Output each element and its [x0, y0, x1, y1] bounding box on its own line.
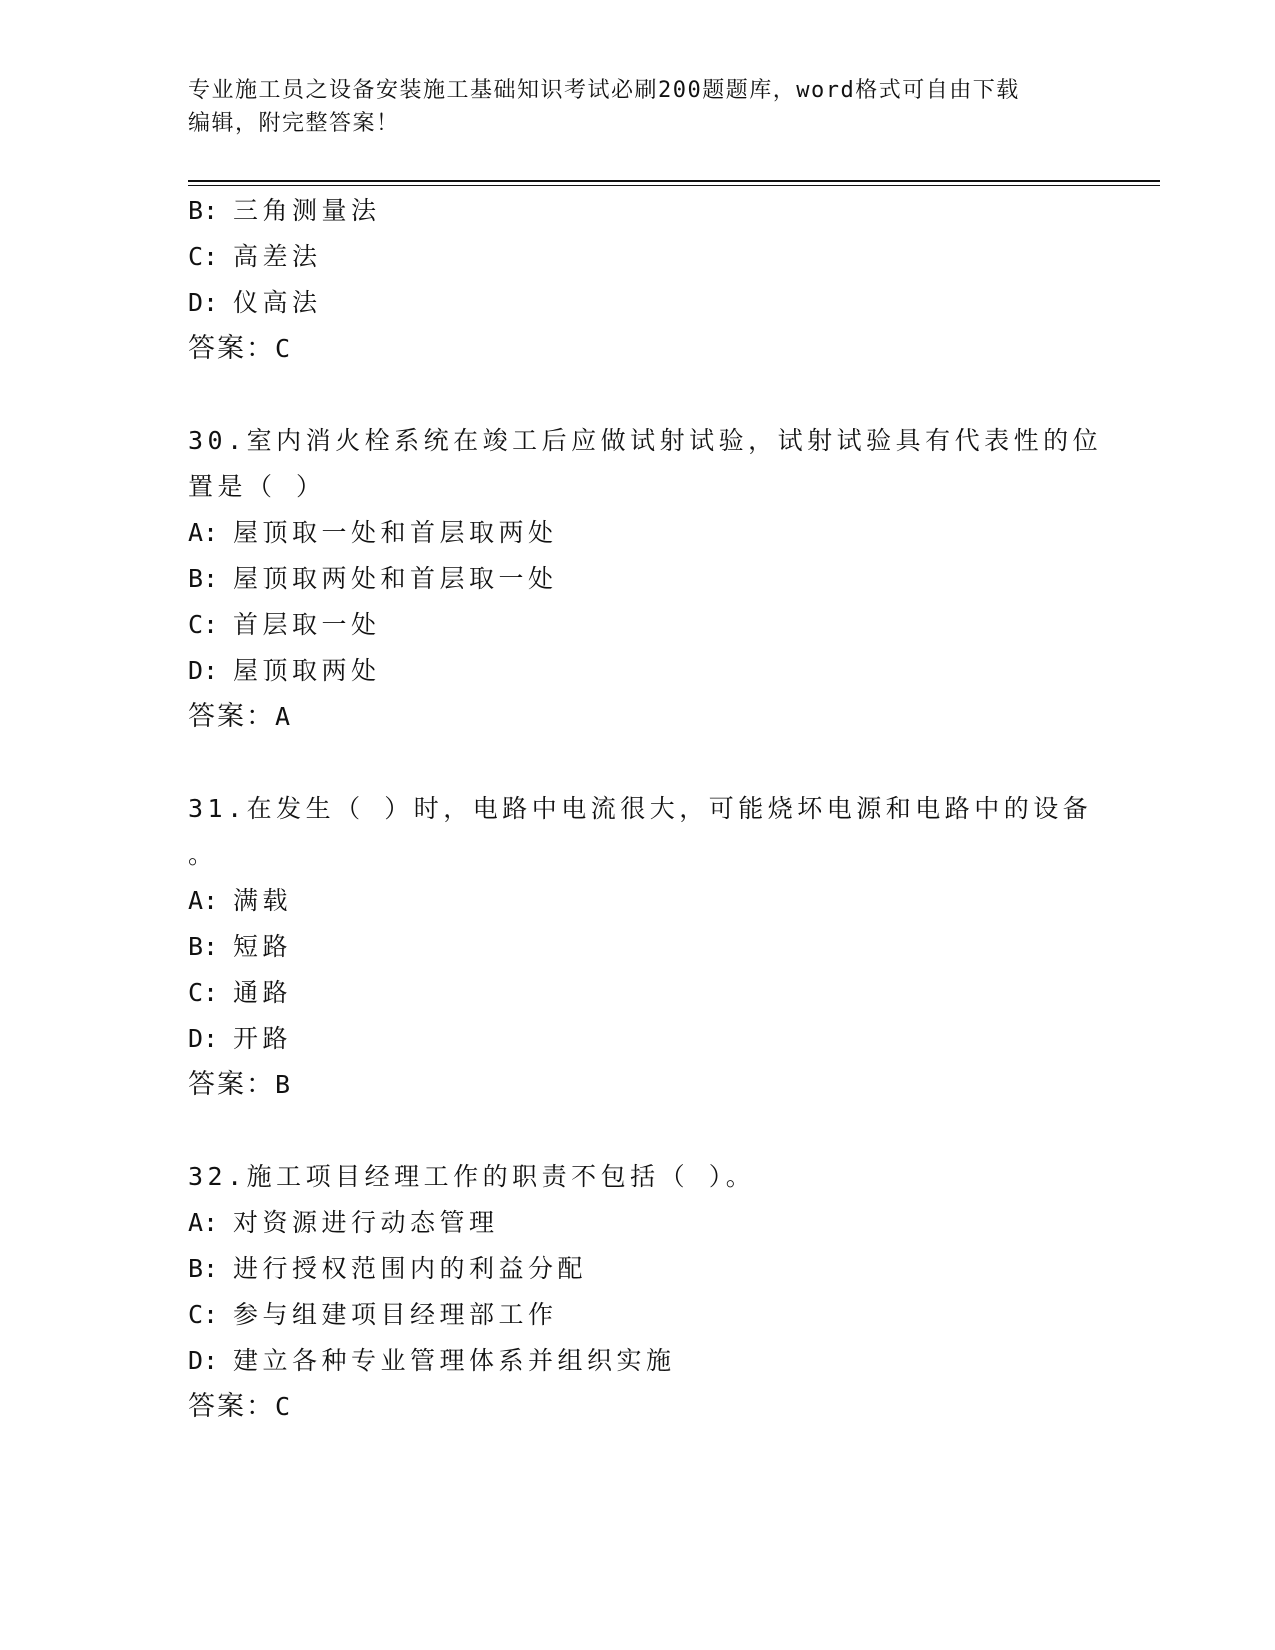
option-key: C:	[188, 242, 219, 271]
option-text: 满载	[233, 886, 293, 915]
option-text: 进行授权范围内的利益分配	[233, 1254, 588, 1283]
question-stem-line-1: 30.室内消火栓系统在竣工后应做试射试验，试射试验具有代表性的位	[188, 426, 1103, 455]
option-c	[188, 234, 1088, 280]
option-a	[188, 510, 1088, 556]
option-d	[188, 1338, 1088, 1384]
question-block-30	[188, 418, 1103, 740]
answer-value: B	[275, 1070, 293, 1099]
answer-line	[188, 1384, 1088, 1430]
option-key: A:	[188, 886, 219, 915]
option-key: D:	[188, 1346, 219, 1375]
option-b	[188, 924, 1088, 970]
header-title-line-1: 专业施工员之设备安装施工基础知识考试必刷200题题库，word格式可自由下载	[188, 78, 1020, 103]
option-text: 对资源进行动态管理	[233, 1208, 499, 1237]
spacer	[188, 1108, 1088, 1154]
option-text: 三角测量法	[233, 196, 381, 225]
answer-value: C	[275, 1392, 293, 1421]
option-text: 仪高法	[233, 288, 322, 317]
option-key: B:	[188, 564, 219, 593]
option-c	[188, 602, 1088, 648]
answer-line	[188, 694, 1088, 740]
option-c	[188, 970, 1088, 1016]
answer-value: A	[275, 702, 293, 731]
answer-label: 答案：	[188, 1391, 275, 1422]
option-c	[188, 1292, 1088, 1338]
option-b	[188, 188, 1088, 234]
option-text: 短路	[233, 932, 293, 961]
option-key: D:	[188, 1024, 219, 1053]
option-text: 高差法	[233, 242, 322, 271]
option-key: C:	[188, 1300, 219, 1329]
option-text: 建立各种专业管理体系并组织实施	[233, 1346, 676, 1375]
question-block-32	[188, 1154, 1088, 1430]
question-stem-line-1: 32.施工项目经理工作的职责不包括（ ）。	[188, 1162, 756, 1191]
option-text: 屋顶取两处	[233, 656, 381, 685]
option-key: D:	[188, 288, 219, 317]
answer-line	[188, 1062, 1088, 1108]
answer-line	[188, 326, 1088, 372]
option-key: B:	[188, 932, 219, 961]
header-divider-thick	[188, 180, 1160, 182]
header-title-line-2: 编辑，附完整答案！	[188, 111, 400, 136]
question-list	[188, 188, 1103, 1430]
question-stem-line-1: 31.在发生（ ）时，电路中电流很大，可能烧坏电源和电路中的设备	[188, 794, 1093, 823]
option-text: 屋顶取一处和首层取两处	[233, 518, 558, 547]
option-key: B:	[188, 196, 219, 225]
header-divider-thin	[188, 185, 1160, 186]
answer-label: 答案：	[188, 1069, 275, 1100]
option-b	[188, 1246, 1088, 1292]
option-a	[188, 878, 1088, 924]
option-key: A:	[188, 1208, 219, 1237]
option-b	[188, 556, 1088, 602]
option-key: A:	[188, 518, 219, 547]
option-a	[188, 1200, 1088, 1246]
question-stem-line-2: 置是（ ）	[188, 472, 326, 501]
question-block-31	[188, 786, 1093, 1108]
option-key: C:	[188, 610, 219, 639]
option-text: 参与组建项目经理部工作	[233, 1300, 558, 1329]
spacer	[188, 740, 1088, 786]
spacer	[188, 372, 1088, 418]
option-d	[188, 1016, 1088, 1062]
option-key: D:	[188, 656, 219, 685]
question-stem-line-2: 。	[188, 840, 218, 869]
option-text: 首层取一处	[233, 610, 381, 639]
option-text: 屋顶取两处和首层取一处	[233, 564, 558, 593]
option-text: 通路	[233, 978, 293, 1007]
option-d	[188, 280, 1088, 326]
option-text: 开路	[233, 1024, 293, 1053]
option-key: C:	[188, 978, 219, 1007]
option-key: B:	[188, 1254, 219, 1283]
answer-label: 答案：	[188, 701, 275, 732]
document-header	[188, 74, 1088, 140]
option-d	[188, 648, 1088, 694]
question-block-continued	[188, 188, 1088, 372]
answer-label: 答案：	[188, 333, 275, 364]
answer-value: C	[275, 334, 293, 363]
